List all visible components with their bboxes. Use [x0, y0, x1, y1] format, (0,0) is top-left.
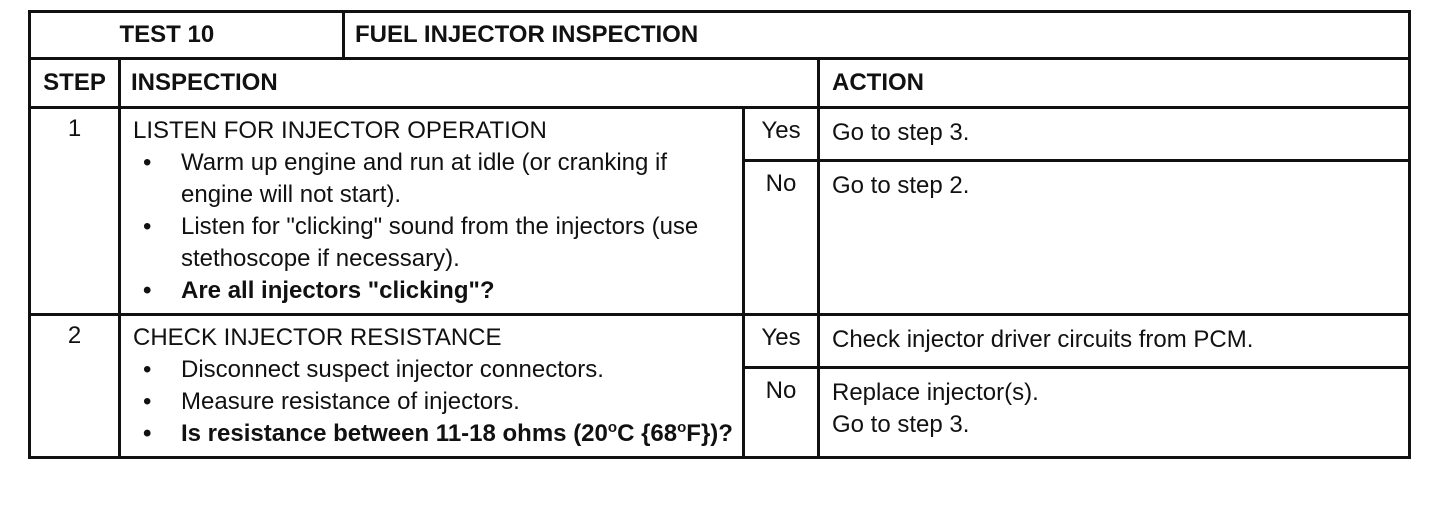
step-1-bullet-list	[133, 147, 736, 307]
step-1-inspection	[120, 108, 744, 315]
step-1-title: LISTEN FOR INJECTOR OPERATION	[133, 117, 547, 144]
step-1-yes-action: Go to step 3.	[819, 108, 1410, 161]
title-spacer-cell	[30, 12, 120, 59]
step-2-number: 2	[30, 315, 120, 458]
step-2-no-action: Replace injector(s). Go to step 3.	[819, 368, 1410, 458]
step-1-question: • Are all injectors "clicking"?	[133, 275, 736, 307]
step-1-number: 1	[30, 108, 120, 315]
procedure-table-wrapper	[28, 10, 1411, 459]
degree-symbol: o	[677, 419, 687, 436]
list-item: • Listen for "clicking" sound from the injectors (use stethoscope if necessary).	[143, 213, 699, 272]
step-column-header: STEP	[30, 59, 120, 108]
step-1-yes-label: Yes	[744, 108, 819, 161]
step-2-inspection	[120, 315, 744, 458]
table-title-row	[30, 12, 1410, 59]
step-2-yes-action: Check injector driver circuits from PCM.	[819, 315, 1410, 368]
list-item: • Measure resistance of injectors.	[133, 386, 736, 418]
degree-symbol: o	[607, 419, 618, 436]
bullet-icon: •	[143, 213, 152, 240]
step-2-yes-label: Yes	[744, 315, 819, 368]
inspection-column-header: INSPECTION	[120, 59, 819, 108]
column-header-row	[30, 59, 1410, 108]
test-title: FUEL INJECTOR INSPECTION	[344, 12, 1410, 59]
step-1-no-action: Go to step 2.	[819, 161, 1410, 315]
step-2-bullet-list	[133, 354, 736, 450]
step-2-no-label: No	[744, 368, 819, 458]
step-2-question: • Is resistance between 11-18 ohms (20$^o$C {68$^o$F})?	[133, 418, 736, 450]
bullet-icon: •	[143, 356, 152, 383]
step-1-yes-row	[30, 108, 1410, 161]
bullet-icon: •	[143, 420, 152, 447]
list-item: • Disconnect suspect injector connectors.	[133, 354, 736, 386]
action-column-header: ACTION	[819, 59, 1410, 108]
bullet-icon: •	[143, 277, 152, 304]
test-number: TEST 10	[120, 12, 344, 59]
bullet-icon: •	[143, 149, 152, 176]
step-1-no-label: No	[744, 161, 819, 315]
bullet-icon: •	[143, 388, 152, 415]
list-item: • Warm up engine and run at idle (or cranking if engine will not start).	[143, 149, 668, 208]
step-2-yes-row	[30, 315, 1410, 368]
fuel-injector-inspection-table	[28, 10, 1411, 459]
step-2-title: CHECK INJECTOR RESISTANCE	[133, 324, 502, 351]
